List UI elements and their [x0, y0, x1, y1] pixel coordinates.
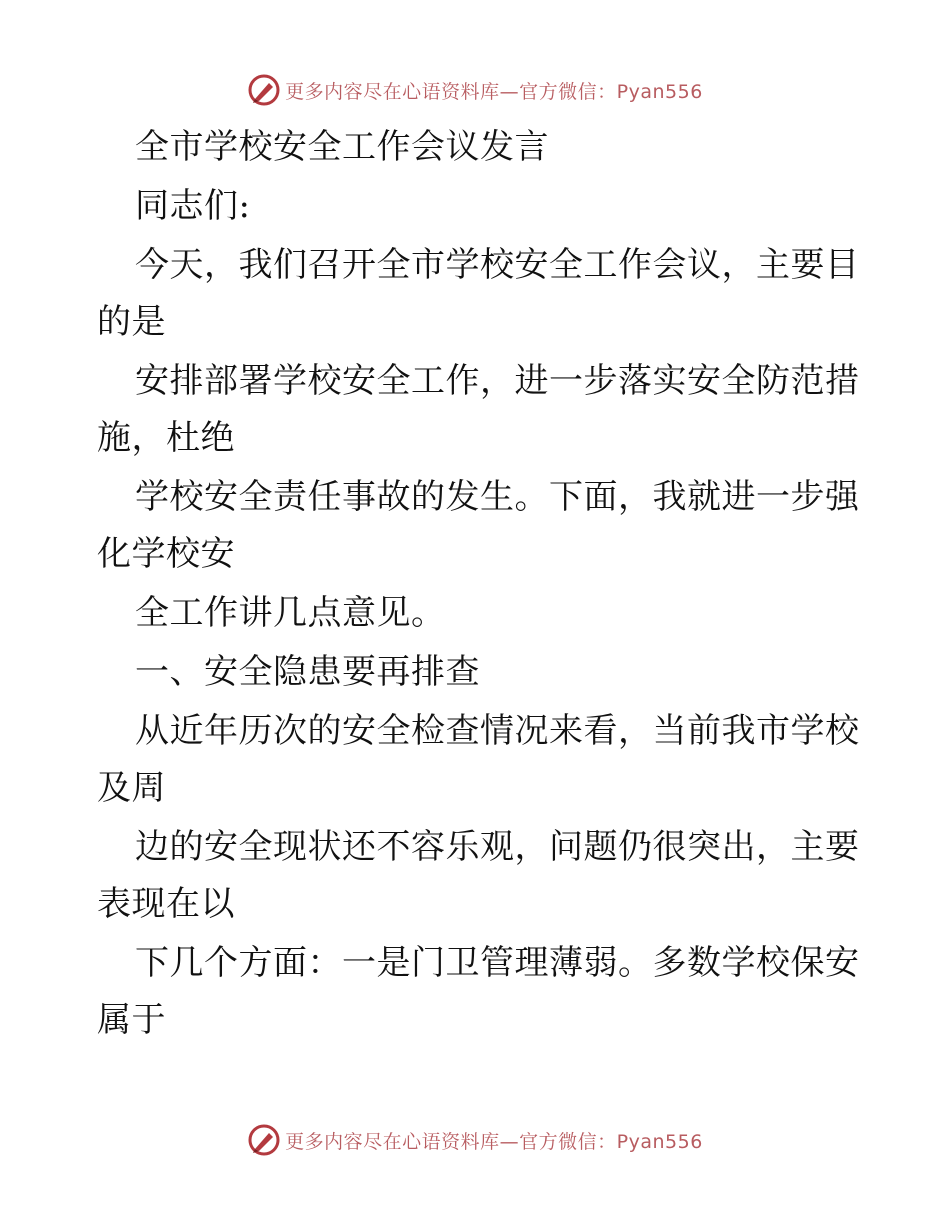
- paragraph-line: 下几个方面：一是门卫管理薄弱。多数学校保安: [135, 943, 860, 983]
- salutation: 同志们:: [135, 186, 251, 226]
- paragraph-line: 今天，我们召开全市学校安全工作会议，主要目: [135, 245, 860, 285]
- paragraph-line: 表现在以: [97, 884, 235, 924]
- paragraph-line: 边的安全现状还不容乐观，问题仍很突出，主要: [135, 827, 860, 867]
- paragraph-line: 及周: [97, 768, 166, 808]
- section-heading: 一、安全隐患要再排查: [135, 652, 480, 692]
- pen-logo-icon: [247, 1123, 281, 1157]
- paragraph-line: 的是: [97, 302, 166, 342]
- paragraph-line: 属于: [97, 1000, 166, 1040]
- footer-watermark: [0, 1120, 950, 1160]
- paragraph-line: 化学校安: [97, 534, 235, 574]
- paragraph-line: 从近年历次的安全检查情况来看，当前我市学校: [135, 711, 860, 751]
- header-watermark-text: 更多内容尽在心语资料库—官方微信：Pyan556: [285, 80, 703, 103]
- paragraph-line: 学校安全责任事故的发生。下面，我就进一步强: [135, 477, 860, 517]
- paragraph-line: 安排部署学校安全工作，进一步落实安全防范措: [135, 361, 860, 401]
- document-title: 全市学校安全工作会议发言: [135, 127, 549, 167]
- paragraph-line: 全工作讲几点意见。: [135, 593, 446, 633]
- paragraph-line: 施，杜绝: [97, 418, 235, 458]
- footer-watermark-text: 更多内容尽在心语资料库—官方微信：Pyan556: [285, 1130, 703, 1153]
